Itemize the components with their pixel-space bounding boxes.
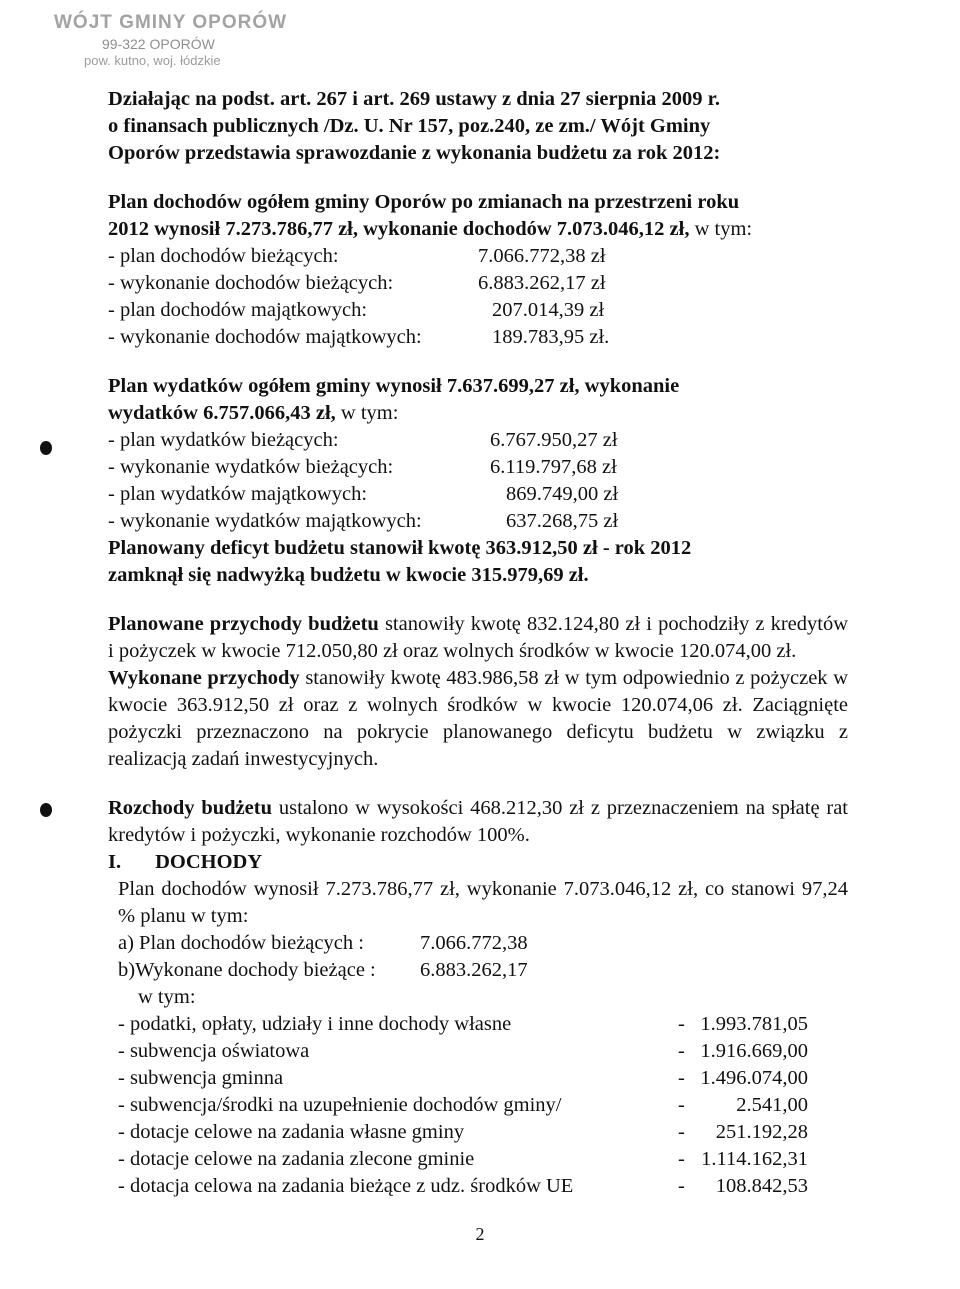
expense-plan-line	[108, 400, 848, 427]
list-item	[118, 1065, 848, 1092]
item-label: - plan dochodów majątkowych:	[108, 299, 368, 321]
item-label: - plan wydatków majątkowych:	[108, 483, 368, 505]
item-label: - dotacje celowe na zadania własne gminy	[118, 1121, 465, 1143]
income-plan-line: Plan dochodów ogółem gminy Oporów po zmianach na przestrzeni roku	[108, 191, 740, 213]
list-item	[118, 1173, 848, 1200]
item-dash: -	[678, 1013, 685, 1035]
intro-line: Działając na podst. art. 267 i art. 269 ustawy z dnia 27 sierpnia 2009 r.	[108, 88, 720, 110]
item-label: - dotacje celowe na zadania zlecone gminie	[118, 1148, 475, 1170]
list-item	[108, 243, 848, 270]
planned-revenue-paragraph	[108, 611, 848, 665]
expense-plan-bold: wydatków 6.757.066,43 zł,	[108, 402, 336, 424]
item-label: - plan dochodów bieżących:	[108, 245, 339, 267]
item-label: a) Plan dochodów bieżących :	[118, 932, 364, 954]
item-value: 6.119.797,68 zł	[490, 456, 617, 478]
list-item	[108, 481, 848, 508]
item-value: 207.014,39 zł	[492, 299, 605, 321]
punch-hole-mark	[40, 441, 52, 455]
outflow-text: ustalono w wysokości 468.212,30 zł z przeznaczeniem na spłatę rat kredytów i pożyczki, wykonanie rozchodów 100%.	[108, 797, 849, 846]
item-dash: -	[678, 1121, 685, 1143]
list-item	[108, 324, 848, 351]
income-ab-list	[108, 930, 848, 984]
item-value: 108.842,53	[715, 1175, 808, 1197]
stamp-line-1: WÓJT GMINY OPORÓW	[54, 12, 288, 33]
page-number: 2	[475, 1224, 485, 1244]
office-stamp	[54, 12, 314, 68]
revenue-section	[108, 611, 848, 773]
list-item	[118, 930, 848, 957]
in-which-label: w tym:	[138, 986, 196, 1008]
income-plan-line	[108, 216, 848, 243]
income-plan-list	[108, 243, 848, 351]
item-value: 6.883.262,17	[420, 959, 528, 981]
executed-revenue-paragraph	[108, 665, 848, 773]
executed-revenue-text: stanowiły kwotę 483.986,58 zł w tym odpowiednio z pożyczek w kwocie 363.912,50 zł oraz z wolnych środków w kwocie 120.074,06 zł. Zaciągnięte pożyczki przeznaczono na pokrycie planowanego deficytu budżetu w związku z realizacją zadań inwestycyjnych.	[108, 667, 848, 770]
list-item	[108, 427, 848, 454]
deficit-line: Planowany deficyt budżetu stanowił kwotę 363.912,50 zł - rok 2012	[108, 537, 692, 559]
list-item	[118, 1038, 848, 1065]
item-label: - dotacja celowa na zadania bieżące z udz. środków UE	[118, 1175, 574, 1197]
list-item	[118, 1146, 848, 1173]
list-item	[118, 1119, 848, 1146]
item-value: 6.883.262,17 zł	[478, 272, 606, 294]
list-item	[118, 1092, 848, 1119]
item-label: - podatki, opłaty, udziały i inne dochody własne	[118, 1013, 512, 1035]
item-label: - subwencja/środki na uzupełnienie dochodów gminy/	[118, 1094, 562, 1116]
intro-paragraph	[108, 86, 848, 167]
list-item	[108, 454, 848, 481]
income-summary: Plan dochodów wynosił 7.273.786,77 zł, wykonanie 7.073.046,12 zł, co stanowi 97,24 % planu w tym:	[118, 878, 848, 927]
item-value: 1.993.781,05	[700, 1013, 808, 1035]
item-dash: -	[678, 1040, 685, 1062]
list-item	[108, 270, 848, 297]
item-value: 1.496.074,00	[700, 1067, 808, 1089]
item-label: - wykonanie dochodów majątkowych:	[108, 326, 422, 348]
item-dash: -	[678, 1148, 685, 1170]
list-item	[118, 957, 848, 984]
list-item	[108, 297, 848, 324]
section-number: I.	[108, 851, 122, 873]
item-value: 189.783,95 zł.	[492, 326, 610, 348]
item-value: 6.767.950,27 zł	[490, 429, 618, 451]
income-plan-tail: w tym:	[689, 218, 753, 240]
item-label: - wykonanie wydatków majątkowych:	[108, 510, 422, 532]
item-dash: -	[678, 1067, 685, 1089]
item-value: 7.066.772,38	[420, 932, 528, 954]
outflow-paragraph	[108, 795, 848, 849]
executed-revenue-heading: Wykonane przychody	[108, 667, 300, 689]
document-body	[108, 86, 848, 1200]
deficit-line: zamknął się nadwyżką budżetu w kwocie 315.979,69 zł.	[108, 564, 589, 586]
item-label: - subwencja gminna	[118, 1067, 284, 1089]
item-value: 251.192,28	[715, 1121, 808, 1143]
list-item	[108, 508, 848, 535]
planned-revenue-text: stanowiły kwotę 832.124,80 zł i pochodziły z kredytów i pożyczek w kwocie 712.050,80 zł oraz wolnych środków w kwocie 120.074,00 zł.	[108, 613, 848, 662]
income-breakdown-list	[108, 1011, 848, 1200]
stamp-line-2: 99-322 OPORÓW	[102, 36, 215, 52]
planned-revenue-heading: Planowane przychody budżetu	[108, 613, 379, 635]
outflow-heading: Rozchody budżetu	[108, 797, 273, 819]
item-value: 637.268,75 zł	[506, 510, 619, 532]
expense-plan-tail: w tym:	[335, 402, 399, 424]
item-dash: -	[678, 1094, 685, 1116]
income-section	[108, 849, 848, 1200]
item-label: - plan wydatków bieżących:	[108, 429, 339, 451]
intro-line: Oporów przedstawia sprawozdanie z wykonania budżetu za rok 2012:	[108, 142, 721, 164]
income-plan-bold: 2012 wynosił 7.273.786,77 zł, wykonanie dochodów 7.073.046,12 zł,	[108, 218, 690, 240]
income-plan-section	[108, 189, 848, 351]
item-label: - subwencja oświatowa	[118, 1040, 310, 1062]
item-value: 1.916.669,00	[700, 1040, 808, 1062]
section-heading	[108, 849, 848, 876]
item-value: 1.114.162,31	[701, 1148, 808, 1170]
item-label: b)Wykonane dochody bieżące :	[118, 959, 376, 981]
expense-plan-list	[108, 427, 848, 535]
item-label: - wykonanie dochodów bieżących:	[108, 272, 394, 294]
item-value: 7.066.772,38 zł	[478, 245, 606, 267]
section-title: DOCHODY	[155, 851, 263, 873]
item-label: - wykonanie wydatków bieżących:	[108, 456, 394, 478]
list-item	[118, 1011, 848, 1038]
expense-plan-line: Plan wydatków ogółem gminy wynosił 7.637.699,27 zł, wykonanie	[108, 375, 680, 397]
punch-hole-mark	[40, 803, 52, 817]
item-dash: -	[678, 1175, 685, 1197]
stamp-line-3: pow. kutno, woj. łódzkie	[84, 53, 221, 68]
item-value: 2.541,00	[736, 1094, 808, 1116]
expense-plan-section	[108, 373, 848, 589]
item-value: 869.749,00 zł	[506, 483, 619, 505]
intro-line: o finansach publicznych /Dz. U. Nr 157, poz.240, ze zm./ Wójt Gminy	[108, 115, 711, 137]
